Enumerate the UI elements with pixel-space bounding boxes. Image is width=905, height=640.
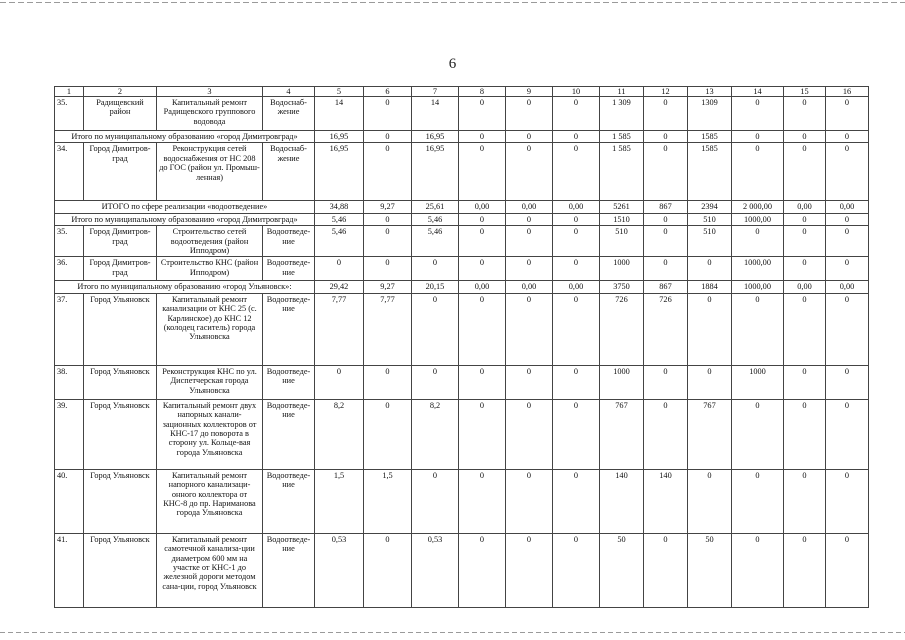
value-cell: 0	[459, 226, 506, 257]
column-number-header: 6	[364, 87, 412, 97]
value-cell: 1000	[600, 257, 644, 281]
summary-row	[55, 131, 869, 143]
row-number-cell: 35.	[55, 226, 84, 257]
district-cell: Город Димитров-град	[84, 257, 157, 281]
description-cell: Капитальный ремонт напорного канализаци-онного коллектора от КНС-8 до пр. Нариманова города Ульяновска	[157, 469, 263, 533]
value-cell: 0	[553, 399, 600, 469]
value-cell: 0	[315, 257, 364, 281]
value-cell: 0,00	[459, 281, 506, 293]
value-cell: 0	[826, 97, 869, 131]
value-cell: 29,42	[315, 281, 364, 293]
value-cell: 5,46	[315, 213, 364, 225]
description-cell: Капитальный ремонт канализации от КНС 25 (с. Карлинское) до КНС 12 (колодец гаситель) города Ульяновска	[157, 293, 263, 365]
value-cell: 0	[688, 469, 732, 533]
column-number-header: 16	[826, 87, 869, 97]
description-cell: Строительство КНС (район Ипподром)	[157, 257, 263, 281]
column-number-header: 4	[263, 87, 315, 97]
value-cell: 867	[644, 281, 688, 293]
value-cell: 0,00	[553, 281, 600, 293]
value-cell: 0,00	[784, 201, 826, 213]
value-cell: 0	[826, 213, 869, 225]
value-cell: 0	[784, 365, 826, 399]
row-number-cell: 39.	[55, 399, 84, 469]
row-number-cell: 37.	[55, 293, 84, 365]
value-cell: 34,88	[315, 201, 364, 213]
value-cell: 0,00	[506, 201, 553, 213]
value-cell: 0	[412, 469, 459, 533]
value-cell: 726	[600, 293, 644, 365]
description-cell: Капитальный ремонт Радищевского группового водовода	[157, 97, 263, 131]
value-cell: 0	[506, 365, 553, 399]
value-cell: 0	[459, 469, 506, 533]
sphere-cell: Водоснаб-жение	[263, 143, 315, 201]
summary-label: Итого по муниципальному образованию «город Димитровград»	[55, 213, 315, 225]
value-cell: 0	[784, 533, 826, 607]
value-cell: 0	[364, 131, 412, 143]
value-cell: 0	[553, 293, 600, 365]
value-cell: 1585	[688, 131, 732, 143]
value-cell: 0	[553, 257, 600, 281]
table-row	[55, 257, 869, 281]
value-cell: 0	[784, 97, 826, 131]
table-row	[55, 365, 869, 399]
value-cell: 2394	[688, 201, 732, 213]
value-cell: 7,77	[315, 293, 364, 365]
value-cell: 0	[826, 131, 869, 143]
value-cell: 0,00	[826, 281, 869, 293]
value-cell: 16,95	[412, 143, 459, 201]
column-number-header: 11	[600, 87, 644, 97]
value-cell: 0	[506, 533, 553, 607]
value-cell: 0	[784, 131, 826, 143]
row-number-cell: 38.	[55, 365, 84, 399]
value-cell: 0	[364, 97, 412, 131]
value-cell: 1,5	[315, 469, 364, 533]
value-cell: 0,00	[553, 201, 600, 213]
column-number-header: 5	[315, 87, 364, 97]
value-cell: 16,95	[315, 131, 364, 143]
column-number-header: 14	[732, 87, 784, 97]
value-cell: 0	[732, 143, 784, 201]
sphere-cell: Водоотведе-ние	[263, 469, 315, 533]
value-cell: 0	[459, 257, 506, 281]
sphere-cell: Водоснаб-жение	[263, 97, 315, 131]
summary-row	[55, 281, 869, 293]
value-cell: 0	[826, 226, 869, 257]
value-cell: 0	[826, 293, 869, 365]
value-cell: 1884	[688, 281, 732, 293]
district-cell: Город Ульяновск	[84, 293, 157, 365]
value-cell: 0	[412, 257, 459, 281]
value-cell: 0	[364, 213, 412, 225]
row-number-cell: 40.	[55, 469, 84, 533]
value-cell: 7,77	[364, 293, 412, 365]
value-cell: 867	[644, 201, 688, 213]
column-number-header: 3	[157, 87, 263, 97]
row-number-cell: 34.	[55, 143, 84, 201]
value-cell: 0	[315, 365, 364, 399]
table-row	[55, 399, 869, 469]
value-cell: 0	[784, 293, 826, 365]
value-cell: 510	[600, 226, 644, 257]
value-cell: 5,46	[315, 226, 364, 257]
value-cell: 140	[644, 469, 688, 533]
column-number-header: 10	[553, 87, 600, 97]
value-cell: 0	[553, 97, 600, 131]
value-cell: 0	[826, 365, 869, 399]
value-cell: 16,95	[412, 131, 459, 143]
value-cell: 0	[732, 469, 784, 533]
value-cell: 1 585	[600, 143, 644, 201]
value-cell: 0	[506, 399, 553, 469]
value-cell: 0,00	[506, 281, 553, 293]
value-cell: 0	[826, 469, 869, 533]
value-cell: 0	[644, 399, 688, 469]
value-cell: 0	[688, 257, 732, 281]
value-cell: 1 309	[600, 97, 644, 131]
value-cell: 0	[553, 469, 600, 533]
value-cell: 0	[364, 226, 412, 257]
value-cell: 0	[506, 213, 553, 225]
column-number-row	[55, 87, 869, 97]
value-cell: 0	[732, 131, 784, 143]
value-cell: 767	[600, 399, 644, 469]
value-cell: 0	[459, 293, 506, 365]
row-number-cell: 41.	[55, 533, 84, 607]
value-cell: 0	[732, 97, 784, 131]
value-cell: 0	[506, 143, 553, 201]
district-cell: Радищевский район	[84, 97, 157, 131]
summary-label: Итого по муниципальному образованию «город Димитровград»	[55, 131, 315, 143]
value-cell: 0	[364, 365, 412, 399]
summary-row	[55, 201, 869, 213]
scan-edge-top	[0, 2, 905, 3]
value-cell: 0	[459, 213, 506, 225]
value-cell: 0	[506, 469, 553, 533]
value-cell: 0	[459, 399, 506, 469]
value-cell: 8,2	[315, 399, 364, 469]
value-cell: 0	[459, 97, 506, 131]
value-cell: 0	[688, 293, 732, 365]
value-cell: 510	[688, 213, 732, 225]
description-cell: Реконструкция КНС по ул. Диспетчерская города Ульяновска	[157, 365, 263, 399]
value-cell: 0	[364, 533, 412, 607]
sphere-cell: Водоотведе-ние	[263, 293, 315, 365]
value-cell: 0,00	[459, 201, 506, 213]
value-cell: 0	[732, 533, 784, 607]
value-cell: 14	[315, 97, 364, 131]
value-cell: 0	[459, 533, 506, 607]
value-cell: 0	[364, 257, 412, 281]
column-number-header: 8	[459, 87, 506, 97]
value-cell: 50	[688, 533, 732, 607]
value-cell: 0	[826, 533, 869, 607]
value-cell: 0	[364, 143, 412, 201]
value-cell: 0	[644, 97, 688, 131]
value-cell: 0	[553, 213, 600, 225]
value-cell: 0	[412, 293, 459, 365]
value-cell: 1000,00	[732, 257, 784, 281]
value-cell: 0	[644, 213, 688, 225]
value-cell: 0	[553, 365, 600, 399]
value-cell: 510	[688, 226, 732, 257]
value-cell: 0	[506, 131, 553, 143]
value-cell: 9,27	[364, 281, 412, 293]
value-cell: 0	[506, 257, 553, 281]
value-cell: 25,61	[412, 201, 459, 213]
value-cell: 20,15	[412, 281, 459, 293]
value-cell: 0	[553, 226, 600, 257]
value-cell: 1 585	[600, 131, 644, 143]
district-cell: Город Димитров-град	[84, 226, 157, 257]
value-cell: 0	[784, 226, 826, 257]
sphere-cell: Водоотведе-ние	[263, 533, 315, 607]
value-cell: 0	[459, 143, 506, 201]
value-cell: 5,46	[412, 226, 459, 257]
value-cell: 140	[600, 469, 644, 533]
sphere-cell: Водоотведе-ние	[263, 365, 315, 399]
value-cell: 5,46	[412, 213, 459, 225]
value-cell: 0	[826, 143, 869, 201]
value-cell: 1000,00	[732, 281, 784, 293]
column-number-header: 12	[644, 87, 688, 97]
value-cell: 1000,00	[732, 213, 784, 225]
value-cell: 0	[553, 131, 600, 143]
page-number: 6	[448, 56, 457, 72]
value-cell: 50	[600, 533, 644, 607]
column-number-header: 9	[506, 87, 553, 97]
description-cell: Строительство сетей водоотведения (район Ипподром)	[157, 226, 263, 257]
value-cell: 1,5	[364, 469, 412, 533]
summary-label: ИТОГО по сфере реализации «водоотведение»	[55, 201, 315, 213]
scan-edge-bottom	[0, 632, 905, 633]
sphere-cell: Водоотведе-ние	[263, 226, 315, 257]
value-cell: 1309	[688, 97, 732, 131]
value-cell: 9,27	[364, 201, 412, 213]
column-number-header: 7	[412, 87, 459, 97]
value-cell: 0,53	[315, 533, 364, 607]
value-cell: 767	[688, 399, 732, 469]
value-cell: 0	[732, 399, 784, 469]
value-cell: 3750	[600, 281, 644, 293]
value-cell: 0,00	[784, 281, 826, 293]
table-row	[55, 97, 869, 131]
value-cell: 1585	[688, 143, 732, 201]
value-cell: 1000	[600, 365, 644, 399]
district-cell: Город Димитров-град	[84, 143, 157, 201]
district-cell: Город Ульяновск	[84, 399, 157, 469]
column-number-header: 15	[784, 87, 826, 97]
value-cell: 0	[412, 365, 459, 399]
value-cell: 0	[784, 469, 826, 533]
value-cell: 14	[412, 97, 459, 131]
value-cell: 16,95	[315, 143, 364, 201]
sphere-cell: Водоотведе-ние	[263, 399, 315, 469]
value-cell: 0	[553, 143, 600, 201]
summary-label: Итого по муниципальному образованию «город Ульяновск»:	[55, 281, 315, 293]
value-cell: 0,00	[826, 201, 869, 213]
value-cell: 0	[688, 365, 732, 399]
value-cell: 0	[553, 533, 600, 607]
district-cell: Город Ульяновск	[84, 533, 157, 607]
value-cell: 0	[784, 143, 826, 201]
value-cell: 0,53	[412, 533, 459, 607]
sphere-cell: Водоотведе-ние	[263, 257, 315, 281]
value-cell: 0	[506, 293, 553, 365]
value-cell: 0	[644, 131, 688, 143]
summary-row	[55, 213, 869, 225]
table-row	[55, 226, 869, 257]
description-cell: Капитальный ремонт двух напорных канали-зационных коллекторов от КНС-17 до поворота в сторону ул. Кольце-вая города Ульяновска	[157, 399, 263, 469]
value-cell: 0	[644, 533, 688, 607]
value-cell: 0	[644, 365, 688, 399]
value-cell: 0	[644, 143, 688, 201]
value-cell: 0	[732, 226, 784, 257]
value-cell: 0	[644, 257, 688, 281]
value-cell: 0	[459, 365, 506, 399]
value-cell: 2 000,00	[732, 201, 784, 213]
description-cell: Реконструкция сетей водоснабжения от НС 208 до ГОС (район ул. Промыш-ленная)	[157, 143, 263, 201]
value-cell: 0	[826, 399, 869, 469]
program-table	[54, 86, 869, 608]
district-cell: Город Ульяновск	[84, 469, 157, 533]
value-cell: 0	[364, 399, 412, 469]
value-cell: 8,2	[412, 399, 459, 469]
value-cell: 0	[784, 213, 826, 225]
value-cell: 726	[644, 293, 688, 365]
column-number-header: 1	[55, 87, 84, 97]
table-row	[55, 293, 869, 365]
value-cell: 0	[506, 226, 553, 257]
district-cell: Город Ульяновск	[84, 365, 157, 399]
value-cell: 1510	[600, 213, 644, 225]
value-cell: 0	[732, 293, 784, 365]
description-cell: Капитальный ремонт самотечной канализа-ции диаметром 600 мм на участке от КНС-1 до железной дороги методом сана-ции, город Ульяновск	[157, 533, 263, 607]
row-number-cell: 36.	[55, 257, 84, 281]
column-number-header: 13	[688, 87, 732, 97]
value-cell: 0	[784, 257, 826, 281]
row-number-cell: 35.	[55, 97, 84, 131]
value-cell: 5261	[600, 201, 644, 213]
value-cell: 1000	[732, 365, 784, 399]
value-cell: 0	[506, 97, 553, 131]
value-cell: 0	[644, 226, 688, 257]
value-cell: 0	[459, 131, 506, 143]
value-cell: 0	[784, 399, 826, 469]
table-row	[55, 533, 869, 607]
value-cell: 0	[826, 257, 869, 281]
table-row	[55, 469, 869, 533]
table-row	[55, 143, 869, 201]
table-body	[55, 97, 869, 608]
column-number-header: 2	[84, 87, 157, 97]
